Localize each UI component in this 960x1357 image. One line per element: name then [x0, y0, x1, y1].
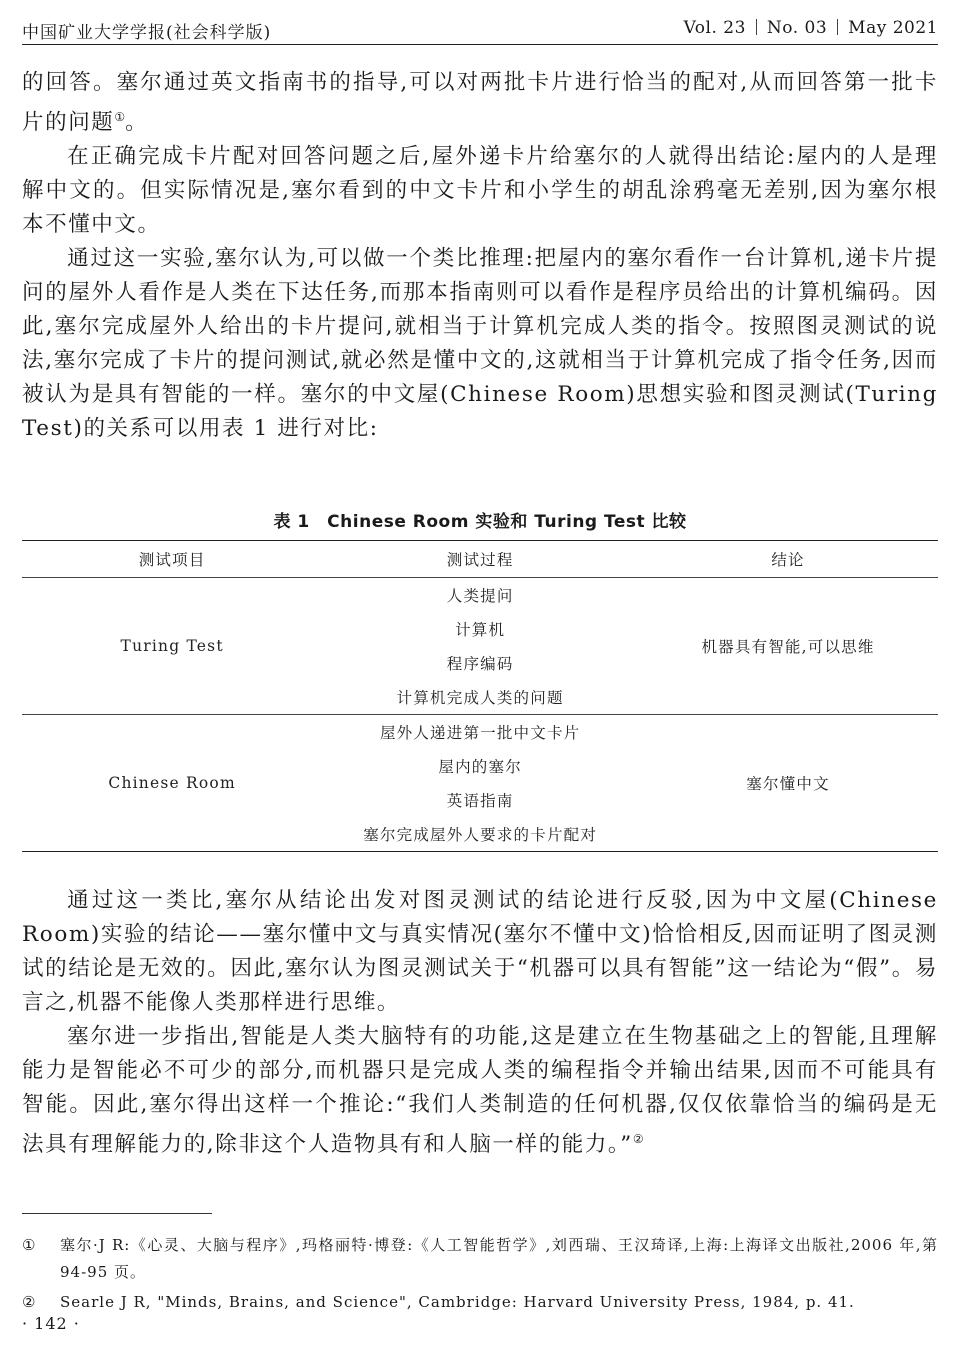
issue-info	[684, 18, 938, 38]
footnote-marker[interactable]: ②	[632, 1132, 644, 1146]
process-cell: 屋内的塞尔	[438, 758, 522, 776]
footnote-marker[interactable]: ①	[114, 110, 126, 124]
conclusion-cell: 机器具有智能,可以思维	[638, 578, 938, 715]
process-cell: 英语指南	[446, 792, 514, 810]
process-cell: 塞尔完成屋外人要求的卡片配对	[322, 817, 638, 852]
footnotes	[22, 1232, 938, 1316]
footnote	[22, 1289, 938, 1316]
process-cell: 计算机完成人类的问题	[322, 680, 638, 715]
body-text-top	[22, 66, 938, 446]
test-item-cell: Chinese Room	[22, 715, 322, 852]
paragraph-text: 塞尔进一步指出,智能是人类大脑特有的功能,这是建立在生物基础之上的智能,且理解能力是智能必不可少的部分,而机器只是完成人类的编程指令并输出结果,因而不可能具有智能。因此,塞尔得出这样一个推论:“我们人类制造的任何机器,仅仅依靠恰当的编码是无法具有理解能力的,除非这个人造物具有和人脑一样的能力。”	[22, 1024, 938, 1157]
table-caption: 表 1 Chinese Room 实验和 Turing Test 比较	[273, 512, 687, 532]
header-separator	[756, 19, 757, 35]
column-header: 结论	[638, 541, 938, 578]
process-cell: 人类提问	[446, 587, 514, 605]
issue-date: May 2021	[848, 18, 938, 38]
conclusion-cell: 塞尔懂中文	[638, 715, 938, 852]
footnote-text: Searle J R, "Minds, Brains, and Science", Cambridge: Harvard University Press, 1984, p. 41.	[60, 1293, 855, 1311]
journal-title: 中国矿业大学学报(社会科学版)	[22, 23, 272, 43]
footnote-divider	[22, 1213, 212, 1214]
body-text-bottom	[22, 884, 938, 1162]
table-header-row	[22, 541, 938, 578]
paragraph: 在正确完成卡片配对回答问题之后,屋外递卡片给塞尔的人就得出结论:屋内的人是理解中文的。但实际情况是,塞尔看到的中文卡片和小学生的胡乱涂鸦毫无差别,因为塞尔根本不懂中文。	[22, 144, 938, 237]
volume: Vol. 23	[683, 18, 746, 38]
header-separator	[837, 19, 838, 35]
paragraph: 通过这一实验,塞尔认为,可以做一个类比推理:把屋内的塞尔看作一台计算机,递卡片提问的屋外人看作是人类在下达任务,而那本指南则可以看作是程序员给出的计算机编码。因此,塞尔完成屋外人给出的卡片提问,就相当于计算机完成人类的指令。按照图灵测试的说法,塞尔完成了卡片的提问测试,就必然是懂中文的,这就相当于计算机完成了指令任务,因而被认为是具有智能的一样。塞尔的中文屋(Chinese Room)思想实验和图灵测试(Turing Test)的关系可以用表 1 进行对比:	[22, 246, 938, 441]
process-cell: 屋外人递进第一批中文卡片	[379, 724, 581, 742]
test-item-cell: Turing Test	[22, 578, 322, 715]
paragraph-text: 的回答。塞尔通过英文指南书的指导,可以对两批卡片进行恰当的配对,从而回答第一批卡片的问题	[22, 70, 938, 135]
column-header: 测试过程	[322, 541, 638, 578]
page-number: · 142 ·	[22, 1314, 80, 1333]
comparison-table	[22, 540, 938, 852]
running-header	[22, 14, 938, 45]
paragraph: 通过这一类比,塞尔从结论出发对图灵测试的结论进行反驳,因为中文屋(Chinese Room)实验的结论——塞尔懂中文与真实情况(塞尔不懂中文)恰恰相反,因而证明了图灵测试的结论是无效的。因此,塞尔认为图灵测试关于“机器可以具有智能”这一结论为“假”。易言之,机器不能像人类那样进行思维。	[22, 888, 938, 1015]
issue-number: No. 03	[766, 18, 828, 38]
paragraph	[22, 66, 938, 140]
paragraph	[22, 1020, 938, 1162]
footnote-number: ①	[22, 1236, 37, 1254]
table-row	[22, 578, 938, 613]
paragraph-text: 。	[125, 110, 149, 135]
footnote-number: ②	[22, 1293, 37, 1311]
footnote	[22, 1232, 938, 1286]
footnote-text: 塞尔·J R:《心灵、大脑与程序》,玛格丽特·博登:《人工智能哲学》,刘西瑞、王汉琦译,上海:上海译文出版社,2006 年,第 94-95 页。	[60, 1236, 938, 1281]
table-row	[22, 715, 938, 750]
process-cell: 计算机	[455, 621, 506, 639]
column-header: 测试项目	[22, 541, 322, 578]
process-cell: 程序编码	[446, 655, 514, 673]
